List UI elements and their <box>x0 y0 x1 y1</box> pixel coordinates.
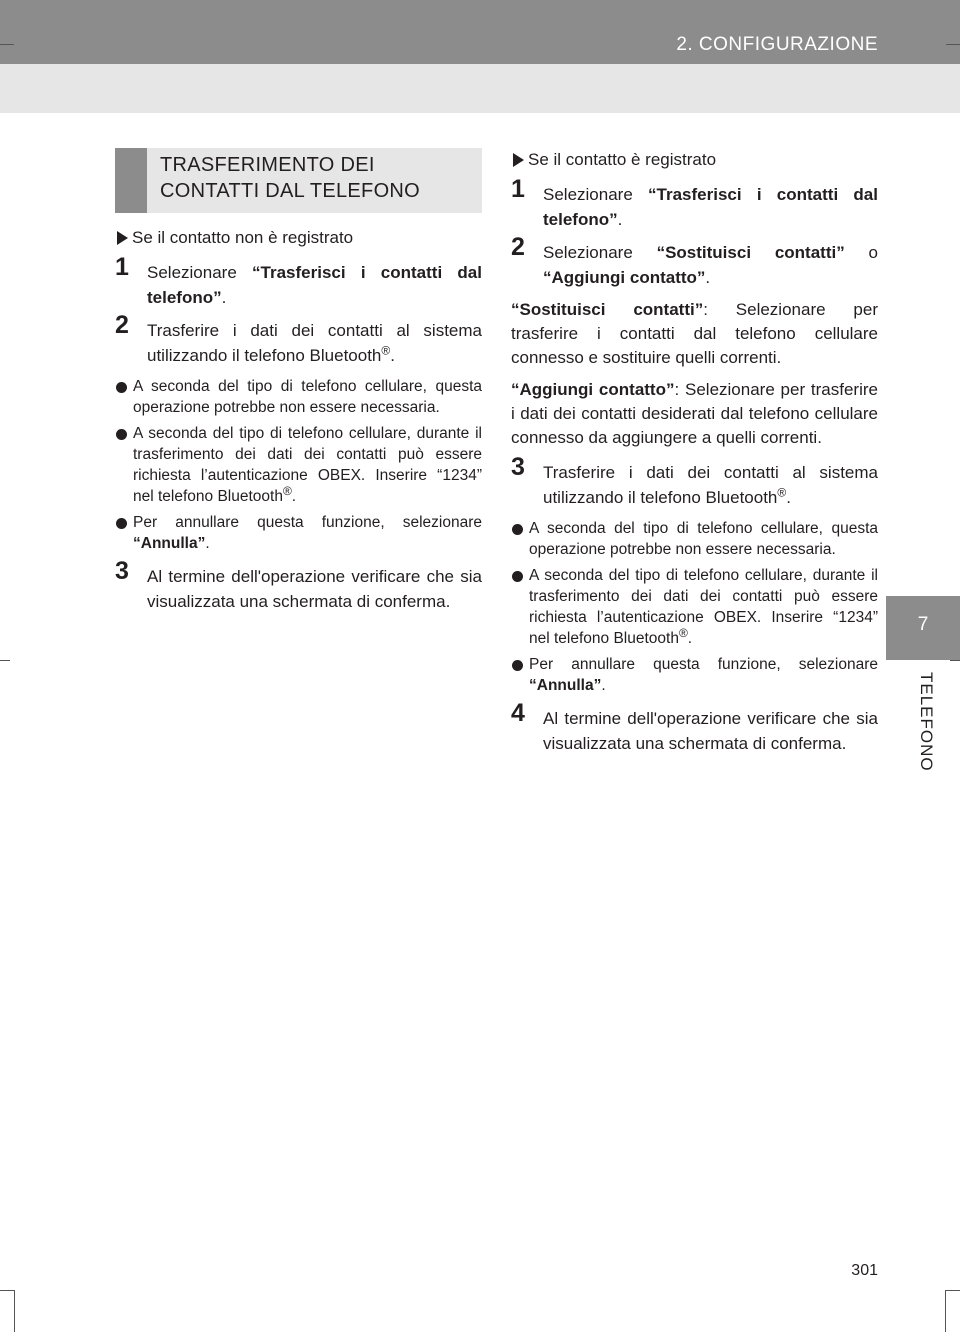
condition-heading <box>511 148 878 172</box>
crop-mark <box>0 660 10 661</box>
note-bullet-1 <box>511 518 878 560</box>
description-text: : Selezionare per trasferire i dati dei contatti desiderati dal telefono cellulare connesso da aggiungere a quelli correnti. <box>511 380 878 447</box>
cancel-option-label: “Annulla” <box>529 677 602 694</box>
crop-mark <box>945 1290 946 1332</box>
bullet-dot-icon <box>512 571 523 582</box>
replace-option-label: “Sostituisci contatti” <box>656 243 845 262</box>
note-bullet-3 <box>511 654 878 696</box>
condition-heading <box>115 226 482 250</box>
chapter-tab <box>886 596 960 660</box>
step-3 <box>511 453 878 510</box>
note-bullet-1 <box>115 376 482 418</box>
note-text: Per annullare questa funzione, selezionare <box>133 514 482 531</box>
step-text: . <box>221 288 227 307</box>
add-option-label: “Aggiungi contatto” <box>511 380 675 399</box>
crop-mark <box>946 1290 960 1291</box>
step-option-label: “Trasferisci i contatti dal telefono” <box>147 263 482 307</box>
step-text: . <box>390 346 395 365</box>
step-1 <box>115 253 482 310</box>
registered-mark: ® <box>678 625 688 640</box>
step-number: 1 <box>115 253 129 281</box>
note-bullet-3 <box>115 512 482 554</box>
step-text: . <box>705 268 711 287</box>
step-text: Al termine dell'operazione verificare che sia visualizzata una schermata di conferma. <box>543 709 878 753</box>
bullet-dot-icon <box>116 518 127 529</box>
note-text: . <box>205 535 210 552</box>
header-bar <box>0 0 960 64</box>
add-option-label: “Aggiungi contatto” <box>543 268 706 287</box>
crop-mark <box>950 660 960 661</box>
step-text: o <box>844 243 878 262</box>
step-number: 3 <box>115 557 129 585</box>
bullet-dot-icon <box>116 429 127 440</box>
registered-mark: ® <box>282 483 292 498</box>
crop-mark <box>0 1290 14 1291</box>
condition-text: Se il contatto è registrato <box>528 150 717 169</box>
step-text: Al termine dell'operazione verificare che sia visualizzata una schermata di conferma. <box>147 567 482 611</box>
replace-description <box>511 298 878 370</box>
registered-mark: ® <box>381 343 391 358</box>
page-number: 301 <box>851 1262 878 1279</box>
step-1 <box>511 175 878 232</box>
section-title <box>160 152 420 204</box>
note-text: A seconda del tipo di telefono cellulare, questa operazione potrebbe non essere necessaria. <box>529 520 878 558</box>
step-text: . <box>617 210 623 229</box>
condition-text: Se il contatto non è registrato <box>132 228 354 247</box>
right-column <box>511 148 878 764</box>
bullet-dot-icon <box>512 524 523 535</box>
chapter-label: TELEFONO <box>917 672 936 772</box>
step-2 <box>115 311 482 368</box>
cancel-option-label: “Annulla” <box>133 535 206 552</box>
step-2 <box>511 233 878 290</box>
replace-option-label: “Sostituisci contatti” <box>511 300 704 319</box>
note-text: A seconda del tipo di telefono cellulare, questa operazione potrebbe non essere necessaria. <box>133 378 482 416</box>
step-text: Selezionare <box>147 263 253 282</box>
step-number: 2 <box>511 233 525 261</box>
section-title-line2: CONTATTI DAL TELEFONO <box>160 180 421 202</box>
registered-mark: ® <box>777 485 787 500</box>
step-text: Trasferire i dati dei contatti al sistema utilizzando il telefono Bluetooth <box>543 463 878 507</box>
step-text: Trasferire i dati dei contatti al sistema utilizzando il telefono Bluetooth <box>147 321 482 365</box>
note-text: Per annullare questa funzione, selezionare <box>529 656 878 673</box>
step-number: 1 <box>511 175 525 203</box>
crop-mark <box>14 1290 15 1332</box>
note-text: . <box>687 630 693 647</box>
note-text: A seconda del tipo di telefono cellulare, durante il trasferimento dei dati dei contatti può essere richiesta l’autenticazione OBEX. Inserire “1234” nel telefono Bluetooth <box>133 425 482 505</box>
section-title-line1: TRASFERIMENTO DEI <box>160 154 375 176</box>
add-description <box>511 378 878 450</box>
step-4 <box>511 699 878 756</box>
bullet-dot-icon <box>116 382 127 393</box>
step-number: 4 <box>511 699 525 727</box>
left-column <box>115 226 482 622</box>
step-3 <box>115 557 482 614</box>
triangle-bullet-icon <box>513 153 524 167</box>
note-text: . <box>291 488 297 505</box>
step-number: 2 <box>115 311 129 339</box>
note-text: . <box>601 677 606 694</box>
step-text: . <box>786 488 791 507</box>
step-number: 3 <box>511 453 525 481</box>
chapter-title: 2. CONFIGURAZIONE <box>676 34 878 55</box>
crop-mark <box>0 44 14 45</box>
step-text: Selezionare <box>543 185 649 204</box>
note-bullet-2 <box>511 565 878 649</box>
step-text: Selezionare <box>543 243 657 262</box>
section-header-bar <box>115 148 147 213</box>
note-text: A seconda del tipo di telefono cellulare, durante il trasferimento dei dati dei contatti può essere richiesta l’autenticazione OBEX. Inserire “1234” nel telefono Bluetooth <box>529 567 878 647</box>
crop-mark <box>946 44 960 45</box>
step-option-label: “Trasferisci i contatti dal telefono” <box>543 185 878 229</box>
note-bullet-2 <box>115 423 482 507</box>
bullet-dot-icon <box>512 660 523 671</box>
section-header <box>115 148 482 213</box>
chapter-number: 7 <box>917 614 929 635</box>
triangle-bullet-icon <box>117 231 128 245</box>
description-text: : Selezionare per trasferire i contatti dal telefono cellulare connesso e sostituire quelli correnti. <box>511 300 878 367</box>
